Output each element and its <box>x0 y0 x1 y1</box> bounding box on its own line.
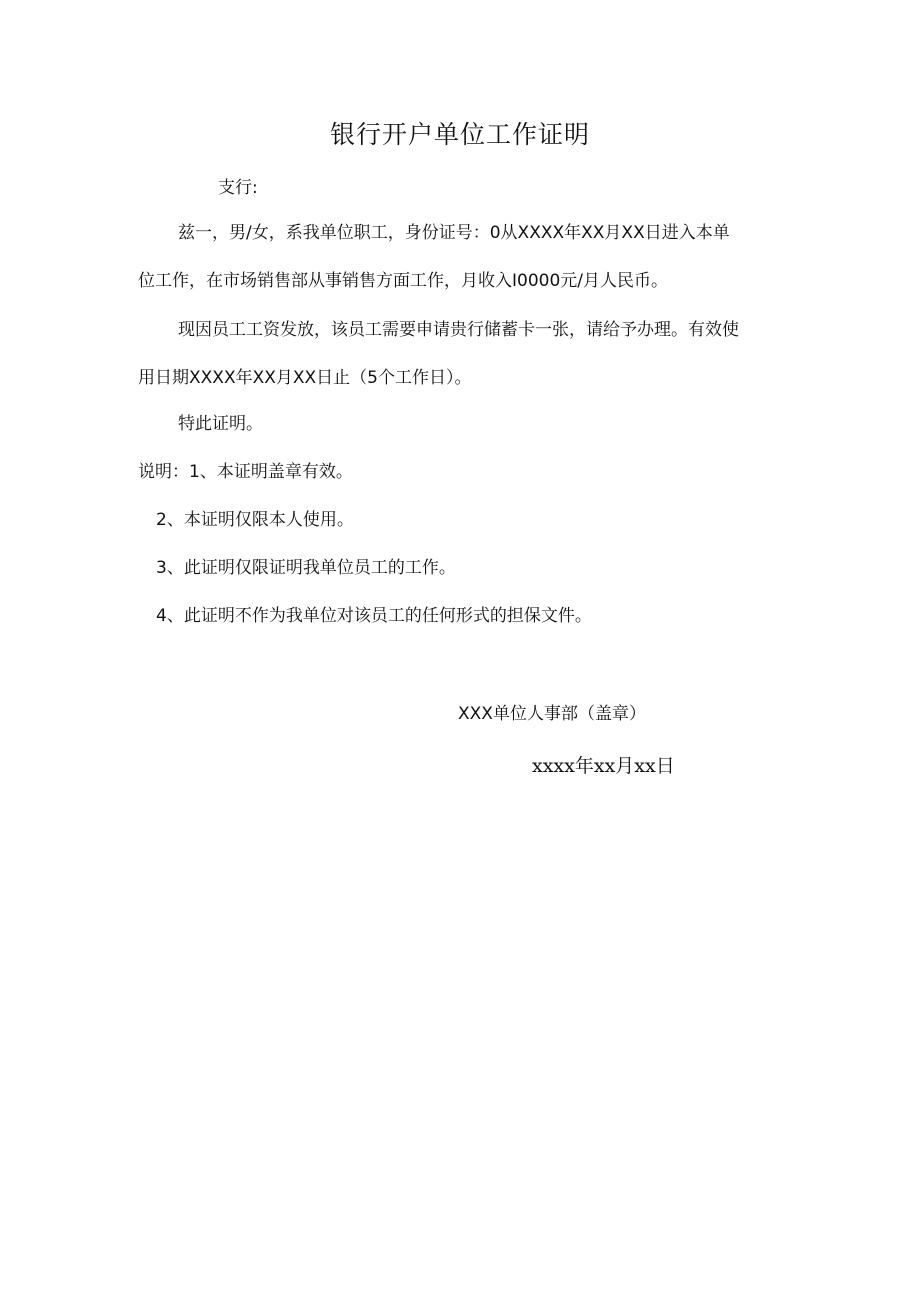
body-paragraph-2-line-1: 现因员工工资发放，该员工需要申请贵行储蓄卡一张，请给予办理。有效使 <box>178 320 739 340</box>
body-paragraph-1-line-1: 兹一，男/女，系我单位职工，身份证号：0从XXXX年XX月XX日进入本单 <box>178 223 730 243</box>
note-item: 2、本证明仅限本人使用。 <box>156 510 354 530</box>
note-item: 3、此证明仅限证明我单位员工的工作。 <box>156 558 456 578</box>
signature-date: xxxx年xx月xx日 <box>532 755 675 777</box>
body-paragraph-2-line-2: 用日期XXXX年XX月XX日止（5个工作日）。 <box>138 368 472 388</box>
body-paragraph-1-line-2: 位工作，在市场销售部从事销售方面工作，月收入I0000元/月人民币。 <box>138 271 669 291</box>
addressee-line: 支行: <box>218 178 258 198</box>
signature-department: XXX单位人事部（盖章） <box>458 704 646 724</box>
note-item: 说明：1、本证明盖章有效。 <box>138 462 353 482</box>
certification-statement: 特此证明。 <box>178 414 263 434</box>
note-item: 4、此证明不作为我单位对该员工的任何形式的担保文件。 <box>156 606 592 626</box>
document-title: 银行开户单位工作证明 <box>329 120 590 149</box>
